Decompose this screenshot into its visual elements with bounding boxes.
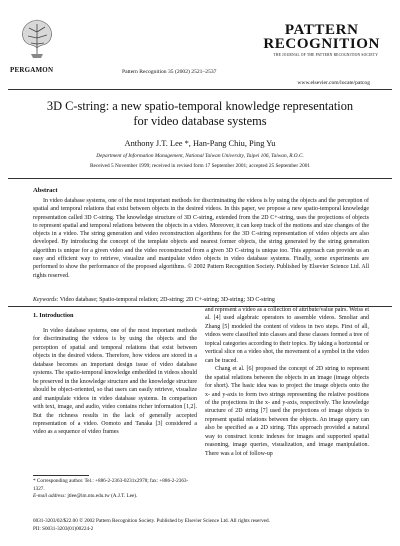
left-column — [33, 327, 197, 437]
footnote-email — [33, 493, 197, 501]
abstract-top-rule — [8, 178, 392, 179]
intro-paragraph-left: In video database systems, one of the most important methods for discriminating the videos is by using the objects and the perception of spatial and temporal relations that exist between objects in the desired videos. Therefore, how videos are stored in a database becomes an important design issue of video database systems. The spatio-temporal knowledge embedded in videos should be preserved in the knowledge structure and the knowledge structure should be object-oriented, so that users can easily retrieve, visualize and manipulate videos in video database systems. In comparison with text, image, and audio, video contains richer information [1,2]. But the richness results in the lack of generally accepted representation of a video. Oomoto and Tanaka [3] considered a video as a sequence of video frames — [33, 328, 197, 436]
paper-title-line1: 3D C-string: a new spatio-temporal knowledge representation — [46, 99, 354, 113]
copyright-line: 0031-3203/02/$22.00 © 2002 Pattern Recognition Society. Published by Elsevier Science Ltd. All rights reserved. — [33, 518, 270, 524]
publisher-tree-logo-icon — [14, 14, 60, 62]
journal-reference: Pattern Recognition 35 (2002) 2521–2537 — [122, 69, 217, 75]
journal-url[interactable]: www.elsevier.com/locate/patcog — [297, 80, 370, 86]
footnote-rule — [33, 475, 89, 476]
authors: Anthony J.T. Lee *, Han-Pang Chiu, Ping Yu — [124, 139, 276, 148]
intro-paragraph-right-1: and represent a video as a collection of attribute/value pairs. Weiss et al. [4] used algebraic operators to assemble videos. Smoliar and Zhang [5] modeled the content of videos in two steps. First of all, videos were classified into classes and these classes formed a tree of topical categories according to their topics. By taking a horizontal or vertical slice on a video shot, the movement of a symbol in the video can be traced. — [205, 307, 369, 364]
abstract-heading: Abstract — [33, 187, 58, 194]
pii-line: PII: S0031-3203(01)00224-2 — [33, 525, 94, 532]
abstract-text: In video database systems, one of the most important methods for discriminating the videos is by using the objects and the perception of spatial and temporal relations that exist between objects in the desired videos. In this paper, we propose a new spatio-temporal knowledge representation called 3D C-string. The knowledge structure of 3D C-string, extended from the 2D C+-string, uses the projections of objects to represent spatial and temporal relations between the objects in a video. Moreover, it can keep track of the motions and size changes of the objects in a video. The string generation and video reconstruction algorithms for the 3D C-string representation of video objects are also developed. By introducing the concept of the template objects and nearest former objects, the string generated by the string generation algorithm is unique for a given video and the video reconstructed from a given 3D C-string is unique too. This approach can provide us an easy and efficient way to retrieve, visualize and manipulate video objects in video database systems. Finally, some experiments are performed to show the performance of the proposed algorithms. © 2002 Pattern Recognition Society. Published by Elsevier Science Ltd. All rights reserved. — [33, 198, 369, 279]
footnote-email-value[interactable]: jtlee@im.ntu.edu.tw (A.J.T. Lee). — [67, 493, 138, 499]
copyright-notice — [33, 518, 270, 533]
journal-subtitle: THE JOURNAL OF THE PATTERN RECOGNITION SOCIETY — [273, 53, 378, 57]
section-heading: 1. Introduction — [33, 312, 74, 319]
paper-title-line2: for video database systems — [133, 114, 267, 128]
intro-paragraph-right-2: Chang et al. [6] proposed the concept of 2D string to represent the spatial relations between the objects in an image (image objects for short). The basic idea was to project the image objects onto the x- and y-axis to form two strings representing the relative positions of the projections in the x- and y-axis, respectively. The knowledge structure of 2D string [7] used the projections of image objects to represent spatial relations between the objects. An image query can also be specified as a 2D string. This approach provided a natural way to construct iconic indexes for images and supported spatial reasoning, image queries, visualization, and image manipulation. There was a lot of follow-up — [205, 366, 369, 457]
keywords-label: Keywords: — [33, 297, 59, 303]
header-rule — [8, 89, 392, 90]
footnote-email-label: E-mail address: — [33, 493, 67, 499]
affiliation: Department of Information Management, National Taiwan University, Taipei 106, Taiwan, R.O.C. — [96, 153, 304, 159]
footnote — [33, 478, 197, 501]
journal-title — [263, 23, 380, 51]
footnote-corresponding: * Corresponding author. Tel.: +886-2-2363-0231x2978; fax: +886-2-2363-1327. — [33, 478, 189, 492]
keywords — [33, 297, 369, 303]
keywords-text: Video database; Spatio-temporal relation; 2D-string; 2D C+-string; 3D-string; 3D C-string — [59, 297, 275, 303]
journal-title-line1: PATTERN — [284, 22, 359, 38]
received-dates: Received 5 November 1999; received in revised form 17 September 2001; accepted 25 September 2001 — [89, 163, 311, 169]
publisher-name: PERGAMON — [10, 66, 54, 74]
paper-title — [0, 99, 400, 129]
journal-title-line2: RECOGNITION — [263, 36, 380, 52]
right-column — [205, 306, 369, 458]
